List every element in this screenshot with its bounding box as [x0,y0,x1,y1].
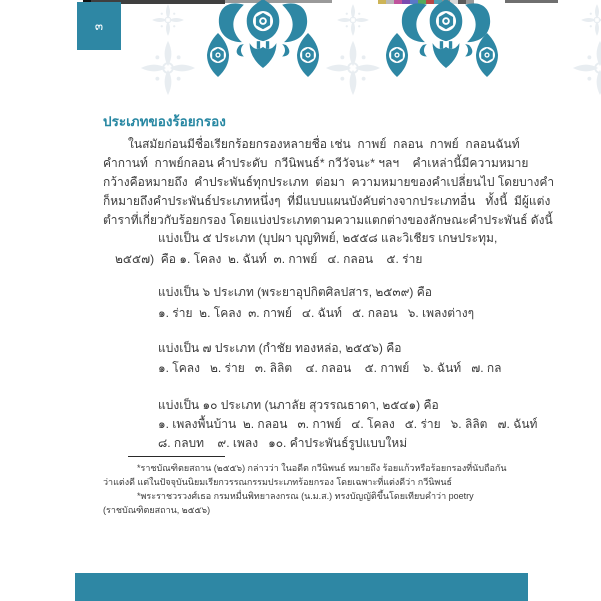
body-line: ๒๕๕๗) คือ ๑. โคลง ๒. ฉันท์ ๓. กาพย์ ๔. กลอน ๕. ร่าย [115,252,423,266]
thai-teardrop-rosette-ornament-icon [293,33,323,77]
footnote-line: ว่าแต่งดี แต่ในปัจจุบันนิยมเรียกวรรณกรรมประเภทร้อยกรอง โดยเฉพาะที่แต่งดีว่า กวีนิพนธ์ [103,477,452,487]
page-number: ๓ [94,18,104,33]
thai-flower-pale-ornament-icon [580,3,601,37]
body-line: แบ่งเป็น ๑๐ ประเภท (นภาลัย สุวรรณธาดา, ๒๕๔๑) คือ [158,398,439,412]
section-heading: ประเภทของร้อยกรอง [103,114,226,129]
thai-flower-pale-ornament-icon [324,39,382,97]
body-line: แบ่งเป็น ๖ ประเภท (พระยาอุปกิตศิลปสาร, ๒๕๓๙) คือ [158,285,432,299]
body-line: ๘. กลบท ๙. เพลง ๑๐. คำประพันธ์รูปแบบใหม่ [158,436,408,450]
body-line: ๑. ร่าย ๒. โคลง ๓. กาพย์ ๔. ฉันท์ ๕. กลอน ๖. เพลงต่างๆ [158,306,475,320]
page-number-tab [77,2,121,50]
footnote-line: *ราชบัณฑิตยสถาน (๒๕๕๖) กล่าวว่า ในอดีต กวีนิพนธ์ หมายถึง ร้อยแก้วหรือร้อยกรองที่นับถือกัน [137,463,507,473]
body-line: ๑. เพลงพื้นบ้าน ๒. กลอน ๓. กาพย์ ๔. โคลง ๕. ร่าย ๖. ลิลิต ๗. ฉันท์ [158,417,538,431]
thai-teardrop-rosette-ornament-icon [203,33,233,77]
footnote-line: *พระราชวรวงศ์เธอ กรมหมื่นพิทยาลงกรณ (น.ม.ส.) ทรงบัญญัติขึ้นโดยเทียบคำว่า poetry [137,491,474,501]
body-line: แบ่งเป็น ๗ ประเภท (กำชัย ทองหล่อ, ๒๕๕๖) คือ [158,341,402,355]
footnote-divider [128,456,225,457]
body-line: ก็หมายถึงคำประพันธ์ประเภทหนึ่งๆ ที่มีแบบแผนบังคับต่างจากประเภทอื่น ทั้งนี้ มีผู้แต่ง [103,194,551,208]
thai-teardrop-rosette-ornament-icon [382,33,412,77]
body-line: ๑. โคลง ๒. ร่าย ๓. ลิลิต ๔. กลอน ๕. กาพย์ ๖. ฉันท์ ๗. กล [158,361,502,375]
body-line: ในสมัยก่อนมีชื่อเรียกร้อยกรองหลายชื่อ เช่น กาพย์ กลอน กาพย์ กลอนฉันท์ [128,137,520,151]
footer-bar [75,573,528,601]
body-line: แบ่งเป็น ๕ ประเภท (บุปผา บุญทิพย์, ๒๕๕๘ และวิเชียร เกษประทุม, [158,231,498,245]
body-line: ตำราที่เกี่ยวกับร้อยกรอง โดยแบ่งประเภทตามความแตกต่างของลักษณะคำประพันธ์ ดังนี้ [103,213,553,227]
body-line: กว้างคือหมายถึง คำประพันธ์ทุกประเภท ต่อมา ความหมายของคำเปลี่ยนไป โดยบางคำ [103,175,555,189]
toolbar-remnant-gray-right [505,0,558,3]
footnote-line: (ราชบัณฑิตยสถาน, ๒๕๕๖) [103,505,211,515]
thai-flower-pale-ornament-icon [139,39,197,97]
thai-flower-pale-ornament-icon [571,39,601,97]
thai-teardrop-rosette-ornament-icon [472,33,502,77]
body-line: คำกานท์ กาพย์กลอน คำประดับ กวีนิพนธ์* กวีวัจนะ* ฯลฯ คำเหล่านี้มีความหมาย [103,156,529,170]
thai-flower-pale-ornament-icon [151,3,185,37]
thai-flower-pale-ornament-icon [336,3,370,37]
